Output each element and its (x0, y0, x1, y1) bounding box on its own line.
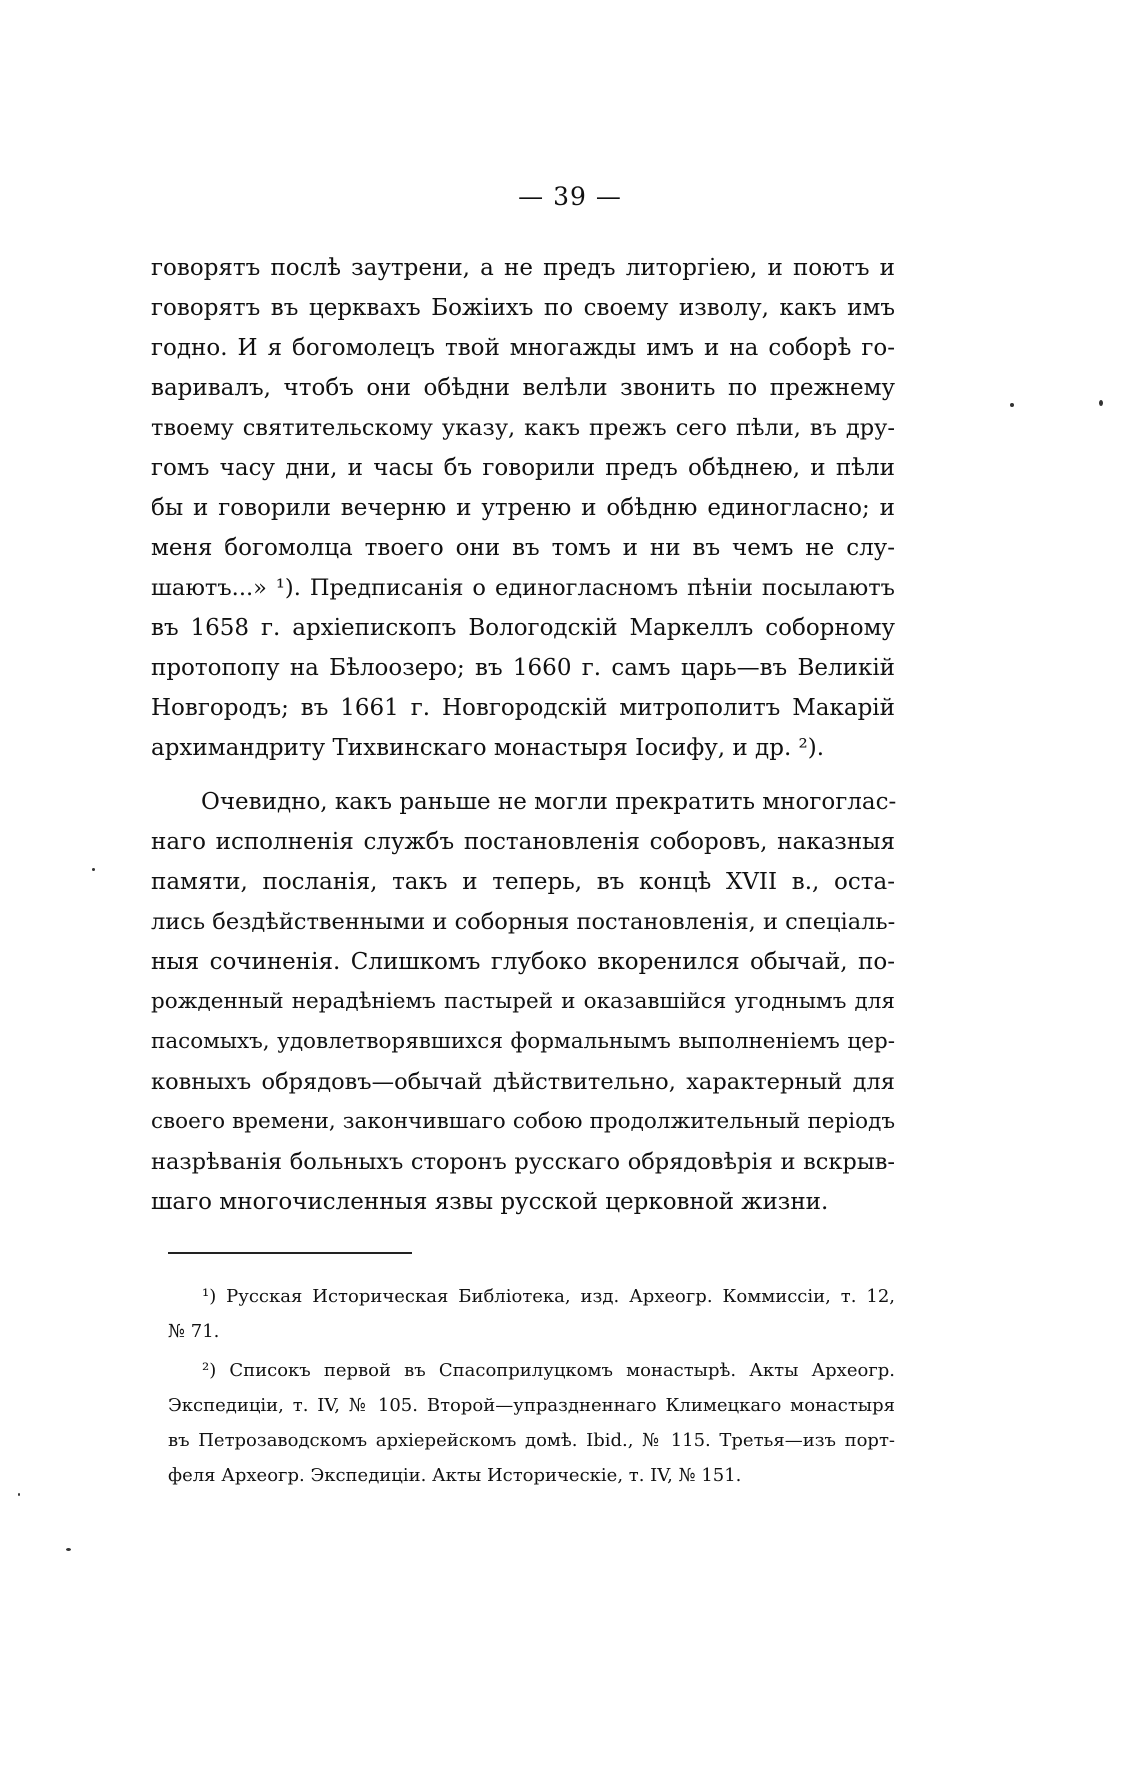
text-line: бы и говорили вечерню и утреню и обѣдню единогласно; и (151, 495, 895, 521)
text-line: лись бездѣйственными и соборныя постановленія, и спеціаль- (151, 909, 896, 935)
text-line: говорятъ послѣ заутрени, а не предъ литоргіею, и поютъ и (151, 255, 895, 281)
scan-speck (18, 1493, 20, 1496)
text-line: пасомыхъ, удовлетворявшихся формальнымъ выполненіемъ цер- (151, 1029, 895, 1054)
text-line: своего времени, закончившаго собою продолжительный періодъ (151, 1109, 895, 1134)
footnote-line: въ Петрозаводскомъ архіерейскомъ домѣ. Ibid., № 115. Третья—изъ порт- (168, 1430, 895, 1451)
text-line: твоему святительскому указу, какъ прежъ сего пѣли, въ дру- (151, 415, 895, 441)
scan-speck (92, 868, 95, 871)
text-line: назрѣванія больныхъ сторонъ русскаго обрядовѣрія и вскрыв- (151, 1149, 895, 1175)
text-line: ныя сочиненія. Слишкомъ глубоко вкоренился обычай, по- (151, 949, 895, 975)
footnotes (168, 1279, 895, 1493)
text-line: рожденный нерадѣніемъ пастырей и оказавшійся угоднымъ для (151, 989, 895, 1014)
text-line: гомъ часу дни, и часы бъ говорили предъ обѣднею, и пѣли (151, 455, 895, 481)
text-line: протопопу на Бѣлоозеро; въ 1660 г. самъ царь—въ Великій (151, 655, 895, 681)
footnote-separator-rule (168, 1252, 412, 1254)
paragraph-spacer (151, 768, 895, 782)
scan-speck (1010, 403, 1014, 407)
text-line: ковныхъ обрядовъ—обычай дѣйствительно, характерный для (151, 1069, 895, 1095)
text-line: наго исполненія службъ постановленія соборовъ, наказныя (151, 829, 895, 855)
paragraph-1 (151, 248, 895, 768)
footnote-line: феля Археогр. Экспедиціи. Акты Историческіе, т. IV, № 151. (168, 1465, 742, 1486)
scan-speck (1099, 400, 1103, 406)
main-text (151, 248, 895, 1222)
page-number: — 39 — (518, 182, 622, 211)
text-line: варивалъ, чтобъ они обѣдни велѣли звонить по прежнему (151, 375, 895, 401)
footnote-line: ¹) Русская Историческая Библіотека, изд. Археогр. Коммиссіи, т. 12, (202, 1286, 895, 1307)
text-line: Новгородъ; въ 1661 г. Новгородскій митрополитъ Макарій (151, 695, 895, 721)
footnote-line: ²) Списокъ первой въ Спасоприлуцкомъ монастырѣ. Акты Археогр. (202, 1360, 895, 1381)
text-line: Очевидно, какъ раньше не могли прекратить многоглас- (201, 789, 897, 815)
text-line: годно. И я богомолецъ твой многажды имъ и на соборѣ го- (151, 335, 895, 361)
footnote-1 (168, 1279, 895, 1349)
footnote-line: № 71. (168, 1321, 220, 1342)
text-line: шаютъ...» ¹). Предписанія о единогласномъ пѣніи посылаютъ (151, 575, 895, 601)
footnote-2 (168, 1353, 895, 1493)
text-line: памяти, посланія, такъ и теперь, въ концѣ XVII в., оста- (151, 869, 895, 895)
text-line: говорятъ въ церквахъ Божіихъ по своему изволу, какъ имъ (151, 295, 895, 321)
text-line: шаго многочисленныя язвы русской церковной жизни. (151, 1189, 829, 1215)
scan-speck (66, 1548, 71, 1551)
text-line: меня богомолца твоего они въ томъ и ни въ чемъ не слу- (151, 535, 895, 561)
footnote-line: Экспедиціи, т. IV, № 105. Второй—упраздненнаго Климецкаго монастыря (168, 1395, 895, 1416)
paragraph-2 (151, 782, 895, 1222)
text-line: архимандриту Тихвинскаго монастыря Іосифу, и др. ²). (151, 735, 825, 761)
text-line: въ 1658 г. архіепископъ Вологодскій Маркеллъ соборному (151, 615, 895, 641)
